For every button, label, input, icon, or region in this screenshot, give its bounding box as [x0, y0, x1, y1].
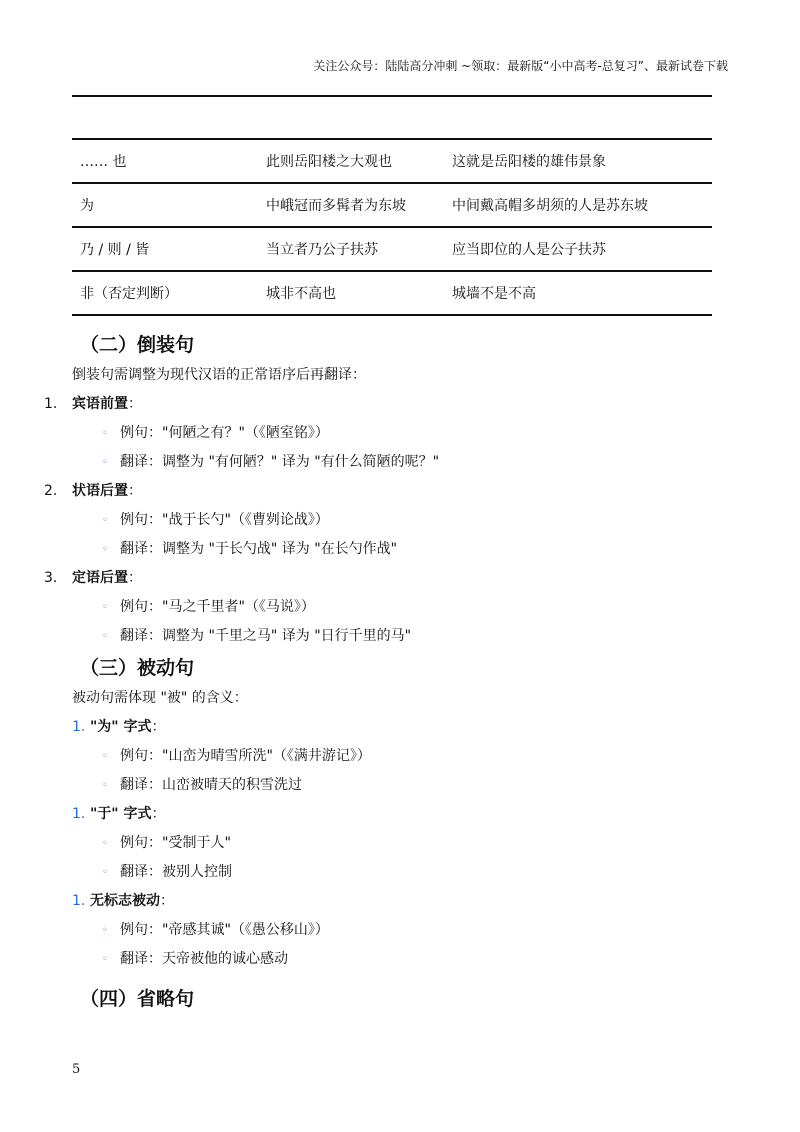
- list-item: [44, 564, 732, 593]
- example-text: 例句："受制于人": [120, 835, 231, 851]
- list-term: 无标志被动: [90, 893, 160, 909]
- list-colon: ：: [128, 570, 142, 586]
- bullet-icon: ◦: [102, 838, 108, 849]
- translation-line: [72, 858, 732, 887]
- translation-line: [72, 771, 732, 800]
- list-colon: ：: [160, 893, 174, 909]
- section-title-passive: （三）被动句: [80, 657, 195, 679]
- list-item: [72, 800, 732, 829]
- table-row: [72, 140, 712, 184]
- list-term: "为" 字式: [90, 719, 152, 735]
- section-title-omission: （四）省略句: [80, 988, 195, 1010]
- translation-line: [72, 945, 732, 974]
- bullet-icon: ◦: [102, 457, 108, 468]
- list-colon: ：: [128, 396, 142, 412]
- bullet-icon: ◦: [102, 867, 108, 878]
- example-text: 例句："马之千里者"（《马说》）: [120, 599, 315, 615]
- list-term: 定语后置: [72, 570, 128, 586]
- table-cell: 城墙不是不高: [452, 286, 536, 302]
- list-term: 状语后置: [72, 483, 128, 499]
- table-cell: 为: [80, 198, 94, 214]
- page-number: 5: [72, 1062, 81, 1077]
- translation-text: 翻译：调整为 "于长勺战" 译为 "在长勺作战": [120, 541, 398, 557]
- bullet-icon: ◦: [102, 631, 108, 642]
- header-rule: [72, 95, 712, 97]
- bullet-icon: ◦: [102, 544, 108, 555]
- table-cell: 这就是岳阳楼的雄伟景象: [452, 154, 606, 170]
- table-cell: 中间戴高帽多胡须的人是苏东坡: [452, 198, 648, 214]
- bullet-icon: ◦: [102, 751, 108, 762]
- list-term: 宾语前置: [72, 396, 128, 412]
- list-number: 3.: [44, 570, 58, 586]
- example-text: 例句："帝感其诚"（《愚公移山》）: [120, 922, 329, 938]
- list-item: [72, 887, 732, 916]
- list-number: 1.: [72, 719, 86, 735]
- table-cell: 中峨冠而多髯者为东坡: [266, 198, 406, 214]
- list-colon: ：: [128, 483, 142, 499]
- example-line: [72, 742, 732, 771]
- translation-line: [72, 535, 732, 564]
- bullet-icon: ◦: [102, 954, 108, 965]
- translation-text: 翻译：天帝被他的诚心感动: [120, 951, 288, 967]
- table-cell: 应当即位的人是公子扶苏: [452, 242, 606, 258]
- example-line: [72, 506, 732, 535]
- list-colon: ：: [151, 806, 166, 822]
- example-line: [72, 593, 732, 622]
- list-number: 1.: [72, 806, 86, 822]
- list-colon: ：: [151, 719, 166, 735]
- list-number: 1.: [72, 893, 86, 909]
- bullet-icon: ◦: [102, 602, 108, 613]
- example-line: [72, 419, 732, 448]
- section-intro: 被动句需体现 "被" 的含义：: [72, 690, 248, 706]
- list-number: 2.: [44, 483, 58, 499]
- section-title-inversion: （二）倒装句: [80, 334, 195, 356]
- bullet-icon: ◦: [102, 428, 108, 439]
- table-row: [72, 228, 712, 272]
- translation-line: [72, 622, 732, 651]
- table-cell: 乃 / 则 / 皆: [80, 242, 150, 258]
- translation-text: 翻译：调整为 "千里之马" 译为 "日行千里的马": [120, 628, 412, 644]
- section-intro: 倒装句需调整为现代汉语的正常语序后再翻译：: [72, 367, 366, 383]
- table-cell: 当立者乃公子扶苏: [266, 242, 378, 258]
- translation-text: 翻译：被别人控制: [120, 864, 232, 880]
- table-cell: …… 也: [80, 154, 127, 170]
- list-item: [44, 390, 732, 419]
- table-cell: 非（否定判断）: [80, 286, 178, 302]
- translation-line: [72, 448, 732, 477]
- example-text: 例句："何陋之有？"（《陋室铭》）: [120, 425, 329, 441]
- example-text: 例句："山峦为晴雪所洗"（《满井游记》）: [120, 748, 371, 764]
- list-term: "于" 字式: [90, 806, 152, 822]
- table-cell: 此则岳阳楼之大观也: [266, 154, 392, 170]
- table-cell: 城非不高也: [266, 286, 336, 302]
- bullet-icon: ◦: [102, 515, 108, 526]
- example-text: 例句："战于长勺"（《曹刿论战》）: [120, 512, 329, 528]
- translation-text: 翻译：调整为 "有何陋？" 译为 "有什么简陋的呢？": [120, 454, 440, 470]
- table-row: [72, 184, 712, 228]
- list-item: [44, 477, 732, 506]
- bullet-icon: ◦: [102, 925, 108, 936]
- main-content: [44, 330, 732, 1014]
- bullet-icon: ◦: [102, 780, 108, 791]
- example-line: [72, 829, 732, 858]
- example-line: [72, 916, 732, 945]
- table-row: [72, 272, 712, 316]
- page-header: 关注公众号：陆陆高分冲刺 ~领取：最新版“小中高考-总复习”、最新试卷下载: [313, 59, 728, 73]
- grammar-table: [72, 138, 712, 316]
- list-number: 1.: [44, 396, 58, 412]
- translation-text: 翻译：山峦被晴天的积雪洗过: [120, 777, 302, 793]
- list-item: [72, 713, 732, 742]
